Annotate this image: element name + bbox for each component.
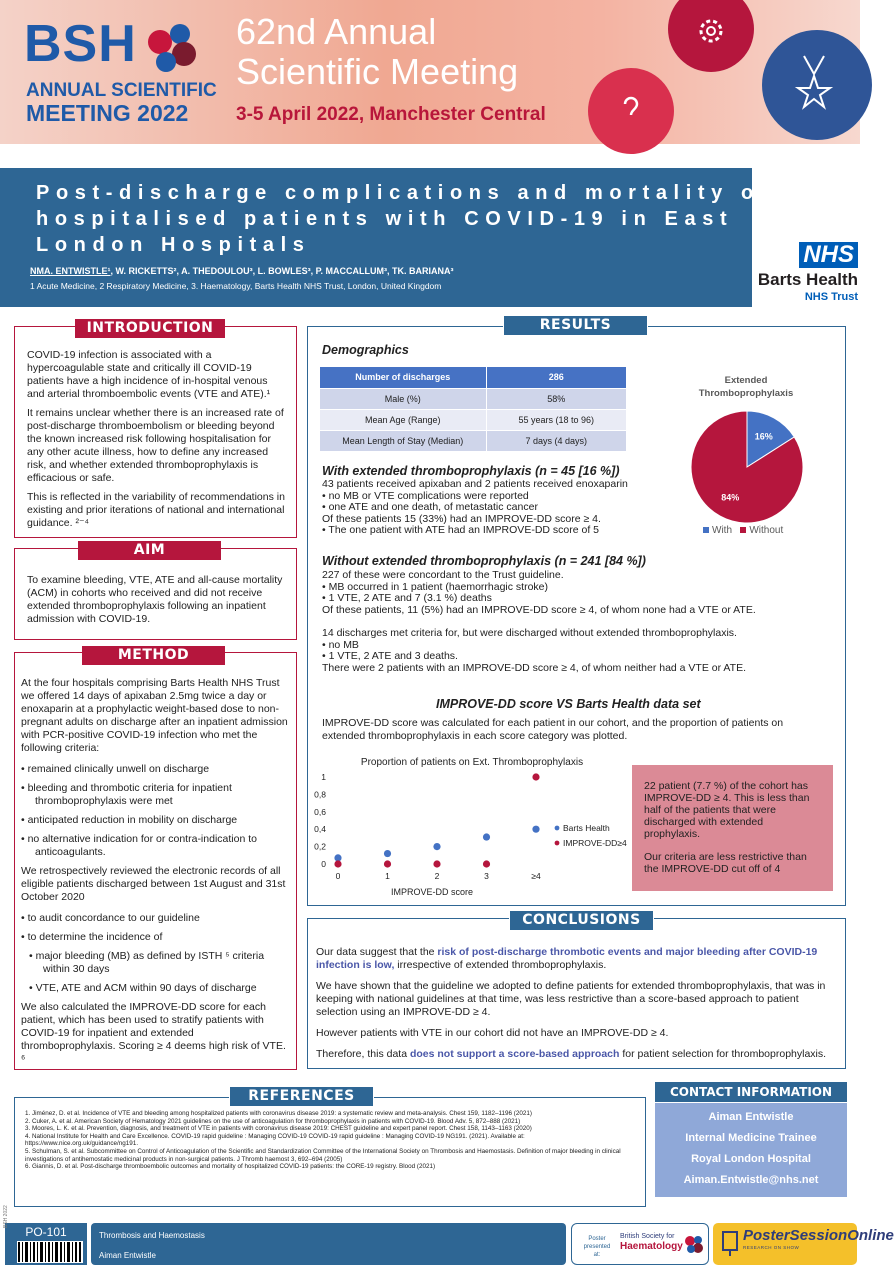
scatter-x-axis-label: IMPROVE-DD score [390, 887, 474, 897]
poster-code: PO-101 [25, 1225, 67, 1239]
x-tick-label: ≥4 [531, 871, 541, 881]
references-list [25, 1110, 635, 1171]
pie-chart-title: Extended Thromboprophylaxis [698, 375, 794, 399]
introduction-text [27, 349, 285, 536]
scatter-chart-title: Proportion of patients on Ext. Thromboprophylaxis [360, 757, 584, 768]
table-row [320, 430, 626, 451]
results-heading: RESULTS [504, 316, 647, 335]
result-line: • no MB [322, 638, 359, 651]
aim-paragraph: To examine bleeding, VTE, ATE and all-cause mortality (ACM) in cohorts who received and did not receive extended thromboprophylaxis following an inpatient admission with COVID-19. [27, 574, 283, 625]
improve-text: IMPROVE-DD score was calculated for each patient in our cohort, and the proportion of patients on extended thromboprophylaxis in each score category was plotted. [322, 717, 784, 742]
scatter-point-barts-health [433, 843, 440, 850]
legend-label: IMPROVE-DD≥4 [563, 838, 627, 848]
list-item: • major bleeding (MB) as defined by ISTH ⁵ criteria within 30 days [29, 950, 265, 975]
reference-item: 5. Schulman, S. et al. Subcommittee on Control of Anticoagulation of the Scientific and Standardization Committee of the International Society on Thrombosis and Haemostasis. Definition of major bleeding in clinical investigations of antihemostatic medicinal products in non-surgical patients. J Thromb haemost 3, 692–694 (2005) [25, 1147, 621, 1163]
result-line: 14 discharges met criteria for, but were discharged without extended thromboprophylaxis. [322, 627, 737, 639]
vertical-tag: BSH 2022 [3, 1205, 9, 1228]
criteria-list [21, 763, 289, 859]
author-list [30, 266, 453, 276]
legend-swatch-without [740, 527, 746, 533]
method-paragraph: We also calculated the IMPROVE-DD score for each patient, which has been used to stratify patients with COVID-19 for inpatient and extended thromboprophylaxis. Scoring ≥ 4 deems high risk of VTE. ⁶ [21, 1001, 286, 1065]
scatter-point-barts-health [532, 826, 539, 833]
method-heading: METHOD [82, 646, 225, 665]
footer-category: Thrombosis and Haemostasis [99, 1231, 205, 1240]
result-line: 227 of these were concordant to the Trust guideline. [322, 569, 564, 581]
lead-author: NMA. ENTWISTLE¹ [30, 266, 111, 276]
result-line: Of these patients, 11 (5%) had an IMPROVE-DD score ≥ 4, of whom none had a VTE or ATE. [322, 603, 756, 616]
pie-legend [703, 525, 783, 536]
list-item: • VTE, ATE and ACM within 90 days of discharge [29, 982, 257, 994]
table-cell: Male (%) [320, 388, 486, 409]
poster-title: Post-discharge complications and mortality of hospitalised patients with COVID-19 in East London Hospitals [36, 182, 774, 256]
pie-slice-label: 16% [754, 431, 773, 442]
scatter-chart [312, 750, 632, 902]
results-callout [632, 765, 833, 891]
list-item: • to determine the incidence of [21, 931, 163, 943]
conclusion-paragraph [316, 946, 840, 972]
star-medal-icon [786, 52, 842, 112]
pso-wordmark: PosterSessionOnline [743, 1227, 894, 1244]
without-heading: Without extended thromboprophylaxis (n = 241 [84 %]) [322, 554, 646, 568]
scatter-point-improve-dd [384, 860, 391, 867]
table-cell: 58% [486, 388, 626, 409]
poster-id-box [5, 1223, 87, 1265]
reference-item: 3. Moores, L. K. et al. Prevention, diagnosis, and treatment of VTE in patients with coronavirus disease 2019: CHEST guideline and expert panel report. Chest 158, 1143–1163 (2020) [25, 1125, 532, 1133]
contact-name: Aiman Entwistle [708, 1111, 794, 1123]
pie-slice-label: 84% [721, 492, 740, 503]
presented-at-label: Poster presented at: [583, 1236, 611, 1258]
legend-marker [555, 826, 560, 831]
bsh-footer-line2: Haematology [620, 1241, 683, 1252]
x-tick-label: 2 [434, 871, 440, 881]
result-line: • one ATE and one death, of metastatic cancer [322, 501, 538, 513]
table-row [320, 367, 626, 388]
introduction-heading: INTRODUCTION [75, 319, 225, 338]
y-tick-label: 0 [321, 859, 326, 869]
pie-chart [686, 406, 808, 528]
result-line: Of these patients 15 (33%) had an IMPROVE-DD score ≥ 4. [322, 512, 601, 525]
callout-paragraph: Our criteria are less restrictive than the IMPROVE-DD cut off of 4 [644, 851, 807, 875]
list-item: • bleeding and thrombotic criteria for inpatient thromboprophylaxis were met [21, 782, 232, 807]
list-item: • anticipated reduction in mobility on discharge [21, 814, 238, 826]
list-item: • remained clinically unwell on discharge [21, 763, 210, 775]
barcode-icon [17, 1241, 83, 1263]
aim-text [27, 574, 285, 632]
intro-paragraph: COVID-19 infection is associated with a hypercoagulable state and critically ill COVID-19 patients have a high incidence of in-hospital venous and arterial thromboembolic events (VTE and ATE).¹ [27, 349, 271, 400]
x-tick-label: 0 [335, 871, 341, 881]
aims-list [21, 912, 289, 995]
result-line: • 1 VTE, 2 ATE and 3 deaths. [322, 650, 458, 662]
footer-author: Aiman Entwistle [99, 1251, 156, 1260]
method-paragraph: At the four hospitals comprising Barts Health NHS Trust we offered 14 days of apixaban 2.5mg twice a day or enoxaparin at a prophylactic weight-based dose to non-pregnant adults on discharge after an inpatient admission with PCR-positive COVID-19 infection who met the following criteria: [21, 677, 288, 754]
conclusion-paragraph: However patients with VTE in our cohort did not have an IMPROVE-DD ≥ 4. [316, 1027, 669, 1039]
result-line: 43 patients received apixaban and 2 patients received enoxaparin [322, 478, 628, 490]
result-line: • 1 VTE, 2 ATE and 7 (3.1 %) deaths [322, 592, 492, 604]
meeting-date: 3-5 April 2022, Manchester Central [236, 104, 546, 125]
scatter-point-barts-health [384, 850, 391, 857]
nhs-trust-label: NHS Trust [804, 291, 858, 303]
legend-swatch-with [703, 527, 709, 533]
poster-session-online-logo [713, 1223, 894, 1265]
ear-icon [616, 92, 646, 122]
meeting-title-line1: 62nd Annual [236, 11, 437, 52]
aim-heading: AIM [78, 541, 221, 560]
improve-heading: IMPROVE-DD score VS Barts Health data set [436, 697, 701, 711]
meeting-title [236, 12, 518, 92]
conclusions-heading: CONCLUSIONS [510, 911, 653, 930]
table-cell: 7 days (4 days) [486, 430, 626, 451]
x-tick-label: 1 [385, 871, 390, 881]
co-authors: , W. RICKETTS², A. THEDOULOU³, L. BOWLES³, P. MACCALLUM³, TK. BARIANA³ [110, 266, 454, 276]
bsh-logo-subtitle: ANNUAL SCIENTIFIC [26, 80, 217, 101]
highlight-text: risk of post-discharge thrombotic events and major bleeding after COVID-19 infection is low, [316, 946, 818, 971]
result-line: There were 2 patients with an IMPROVE-DD score ≥ 4, of whom neither had a VTE or ATE. [322, 661, 746, 674]
text-run: for patient selection for thromboprophylaxis. [619, 1048, 827, 1060]
reference-item: 6. Giannis, D. et al. Post-discharge thromboembolic outcomes and mortality of hospitalized COVID-19 patients: the CORE-19 registry. Blood (2021) [25, 1163, 436, 1171]
table-cell: Mean Length of Stay (Median) [320, 430, 486, 451]
contact-role: Internal Medicine Trainee [685, 1132, 817, 1144]
scatter-point-improve-dd [334, 860, 341, 867]
legend-label: Barts Health [563, 823, 610, 833]
contact-email[interactable]: Aiman.Entwistle@nhs.net [683, 1174, 819, 1186]
intro-paragraph: This is reflected in the variability of recommendations in existing and prior iterations of national and international guidance. ²⁻⁴ [27, 491, 285, 529]
legend-label: Without [749, 525, 784, 536]
poster-session-icon [721, 1231, 739, 1257]
text-run: irrespective of extended thromboprophylaxis. [394, 959, 607, 971]
text-run: Therefore, this data [316, 1048, 410, 1060]
conclusion-paragraph: We have shown that the guideline we adopted to define patients for extended thromboprophylaxis, that was in keeping with national guidelines at that time, was less restrictive than a score-based approach to patient selection using an IMPROVE-DD ≥ 4. [316, 980, 826, 1018]
legend-label: With [712, 525, 732, 536]
contact-heading: CONTACT INFORMATION [655, 1082, 847, 1102]
contact-information [655, 1103, 847, 1197]
legend-marker [555, 841, 560, 846]
conclusion-paragraph [316, 1048, 840, 1061]
result-line: • MB occurred in 1 patient (haemorrhagic stroke) [322, 580, 549, 593]
table-cell: 55 years (18 to 96) [486, 409, 626, 430]
result-line: • no MB or VTE complications were reported [322, 489, 529, 502]
nhs-logo [752, 240, 860, 306]
bsh-logo-year: MEETING 2022 [26, 100, 189, 126]
contact-hospital: Royal London Hospital [691, 1153, 811, 1165]
table-cell: 286 [486, 367, 626, 388]
reference-item: 4. National Institute for Health and Care Excellence. COVID-19 rapid guideline : Managing COVID-19 COVID-19 rapid guideline : Managing COVID-19 NG191. (2021). Available at: https://www.nice.org.uk/guidance/ng191. [25, 1132, 525, 1148]
bsh-footer-logo [571, 1223, 709, 1265]
y-tick-label: 0,6 [314, 806, 326, 817]
with-text [322, 479, 682, 537]
demographics-table [320, 367, 626, 452]
method-paragraph: We retrospectively reviewed the electronic records of all eligible patients discharged between 1st August and 31st October 2020 [21, 865, 286, 903]
with-heading: With extended thromboprophylaxis (n = 45 [16 %]) [322, 464, 620, 478]
meeting-banner [0, 0, 860, 144]
scatter-point-barts-health [483, 833, 490, 840]
reference-item: 1. Jiménez, D. et al. Incidence of VTE and bleeding among hospitalized patients with coronavirus disease 2019: a systematic review and meta-analysis. Chest 159, 1182–1196 (2021) [25, 1110, 532, 1117]
bsh-logo-mark [146, 22, 200, 76]
y-tick-label: 0,2 [314, 841, 326, 852]
footer-info-bar [91, 1223, 566, 1265]
y-tick-label: 0,8 [314, 789, 326, 800]
callout-paragraph: 22 patient (7.7 %) of the cohort has IMPROVE-DD ≥ 4. This is less than half of the patients that were discharged with extended prophylaxis. [644, 780, 810, 840]
references-heading: REFERENCES [230, 1087, 373, 1106]
table-row [320, 409, 626, 430]
method-text [21, 677, 289, 1072]
conclusions-text [316, 946, 840, 1069]
y-tick-label: 0,4 [314, 824, 326, 835]
scatter-point-improve-dd [532, 773, 539, 780]
list-item: • no alternative indication for or contra-indication to anticoagulants. [21, 833, 257, 858]
reference-item: 2. Cuker, A. et al. American Society of Hematology 2021 guidelines on the use of anticoagulation for thromboprophylaxis in patients with COVID-19. Blood Adv. 5, 872–888 (2021) [25, 1117, 521, 1125]
gear-icon [694, 14, 728, 48]
nhs-badge: NHS [799, 242, 858, 268]
bsh-footer-line1: British Society for [620, 1233, 675, 1240]
nhs-trust-name: Barts Health [757, 270, 858, 289]
table-cell: Number of discharges [320, 367, 486, 388]
table-row [320, 388, 626, 409]
bsh-logo-text: BSH [24, 15, 137, 73]
scatter-point-improve-dd [433, 860, 440, 867]
demographics-heading: Demographics [322, 343, 409, 357]
x-tick-label: 3 [484, 871, 489, 881]
meeting-title-line2: Scientific Meeting [236, 51, 519, 92]
scatter-point-improve-dd [483, 860, 490, 867]
bsh-mini-logo-icon [684, 1234, 704, 1254]
text-run: Our data suggest that the [316, 946, 438, 958]
pso-tagline: RESEARCH ON SHOW [743, 1245, 800, 1250]
list-item: • to audit concordance to our guideline [21, 912, 200, 924]
table-cell: Mean Age (Range) [320, 409, 486, 430]
y-tick-label: 1 [321, 772, 326, 782]
result-line: • The one patient with ATE had an IMPROVE-DD score of 5 [322, 524, 600, 536]
affiliations: 1 Acute Medicine, 2 Respiratory Medicine, 3. Haematology, Barts Health NHS Trust, London, United Kingdom [30, 281, 442, 291]
intro-paragraph: It remains unclear whether there is an increased rate of post-discharge thromboembolism or bleeding beyond the known increased risk following hospitalisation for any other acute illness, how to define any increased risk, and whether extended thromboprophylaxis is efficacious or safe. [27, 407, 284, 484]
without-text [322, 570, 832, 674]
highlight-text: does not support a score-based approach [409, 1048, 620, 1060]
